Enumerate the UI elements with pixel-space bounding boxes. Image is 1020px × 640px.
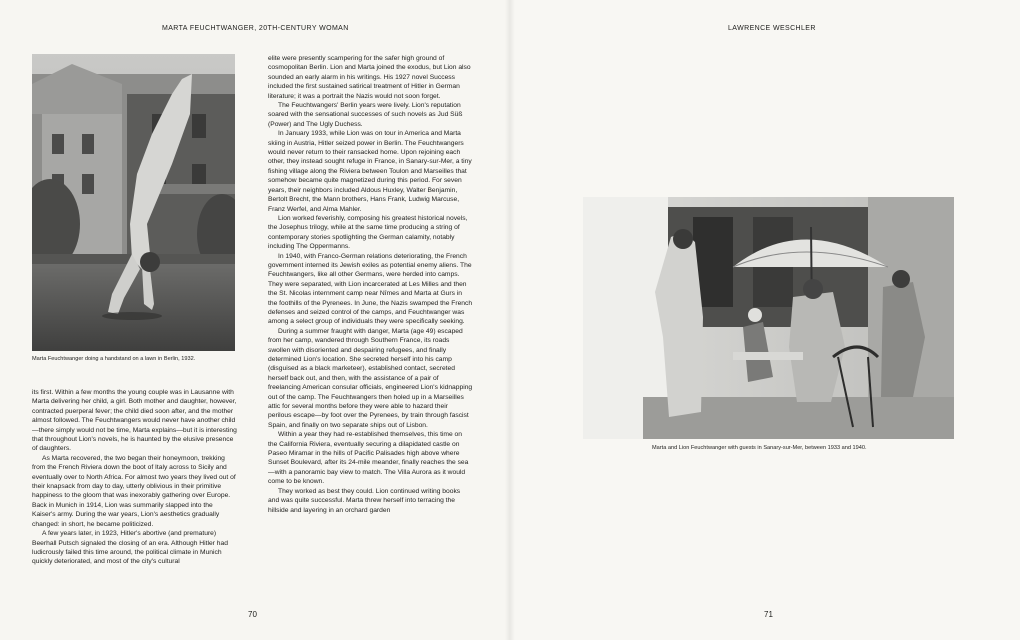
running-head-right: LAWRENCE WESCHLER bbox=[728, 25, 816, 32]
right-page bbox=[510, 0, 1020, 640]
paragraph: its first. Within a few months the young couple was in Lausanne with Marta delivering her child, a girl. Both mother and daughter, however, contracted puerperal fever; the child died soon after, and the mother almost followed. The Feuchtwangers would never have another child—there simply would not be time, Marta explains—but it is interesting that throughout Lion's novels, he is haunted by the elusive presence of daughters. bbox=[32, 389, 237, 453]
handstand-photo bbox=[32, 54, 235, 351]
paragraph: Lion worked feverishly, composing his greatest historical novels, the Josephus trilogy, while at the same time producing a string of contemporary stories spotlighting the German calamity, notably including The Oppermanns. bbox=[268, 214, 468, 251]
handstand-photo-caption: Marta Feuchtwanger doing a handstand on a lawn in Berlin, 1932. bbox=[32, 356, 196, 362]
sanary-photo bbox=[583, 197, 954, 439]
paragraph: A few years later, in 1923, Hitler's abortive (and premature) Beerhall Putsch signaled the closing of an era. Although Hitler had ludicrously failed this time around, the political climate in Munich quickly deteriorated, and most of the city's cultural bbox=[32, 530, 228, 566]
handstand-photo-image bbox=[32, 54, 235, 351]
paragraph: In 1940, with Franco-German relations deteriorating, the French government interned its Jewish exiles as potential enemy aliens. The Feuchtwangers, like all other Germans, were herded into camps. They were separated, with Lion incarcerated at Les Milles and then the St. Nicolas internment camp near Nîmes and Marta at Gurs in the foothills of the Pyrenees. In June, the Nazis swamped the French defenses and seized control of the camps, and Feuchtwanger was among a select group of individuals they were specifically seeking. bbox=[268, 252, 473, 326]
running-head-left: MARTA FEUCHTWANGER, 20TH-CENTURY WOMAN bbox=[162, 25, 349, 32]
paragraph: They worked as best they could. Lion continued writing books and was quite successful. Marta threw herself into terracing the hillside and layering in an orchard garden bbox=[268, 487, 461, 514]
paragraph: In January 1933, while Lion was on tour in America and Marta skiing in Austria, Hitler seized power in Berlin. The Feuchtwangers would never return to their ransacked home. Upon rejoining each other, they instead sought refuge in France, in Sanary-sur-Mer, a tiny fishing village along the Riviera between Toulon and Marseilles that somehow became quite magnetized during this period. For seven years, their neighbors included Aldous Huxley, Walter Benjamin, Bertolt Brecht, the Mann brothers, Hans Frank, Ludwig Marcuse, Franz Werfel, and Alma Mahler. bbox=[268, 130, 472, 213]
text-column-2 bbox=[268, 54, 473, 515]
book-gutter bbox=[505, 0, 515, 640]
sanary-photo-image bbox=[583, 197, 954, 439]
paragraph: elite were presently scampering for the safer high ground of cosmopolitan Berlin. Lion and Marta joined the exodus, but Lion also sounded an early alarm in his writings. His 1927 novel Success included the first sustained satirical treatment of Hitler in German literature; it was a portrait the Nazis would not soon forget. bbox=[268, 55, 471, 100]
page-number-right: 71 bbox=[764, 610, 773, 619]
paragraph: During a summer fraught with danger, Marta (age 49) escaped from her camp, wandered through Southern France, its roads swollen with disoriented and despairing refugees, and finally determined Lion's location. She secreted herself into his camp (disguised as a black marketeer), established contact, secreted herself back out, and then, with the assistance of a pair of freelancing American consular officials, engineered Lion's kidnapping out of the camp. The Feuchtwangers then holed up in a Marseilles attic for several months before they were able to hazard their perilous escape—by foot over the Pyrenees, by train through fascist Spain, and finally on two separate ships out of Lisbon. bbox=[268, 327, 473, 429]
sanary-photo-caption: Marta and Lion Feuchtwanger with guests in Sanary-sur-Mer, between 1933 and 1940. bbox=[652, 445, 867, 451]
paragraph: The Feuchtwangers' Berlin years were lively. Lion's reputation soared with the sensational successes of such novels as Jud Süß (Power) and The Ugly Duchess. bbox=[268, 102, 463, 128]
page-number-left: 70 bbox=[248, 610, 257, 619]
paragraph: As Marta recovered, the two began their honeymoon, trekking from the French Riviera down the boot of Italy across to Sicily and eventually over to North Africa. For almost two years they lived out of their knapsack from day to day, utterly oblivious in their primitive happiness to the gloom that was inexorably gathering over Europe. Back in Munich in 1914, Lion was summarily slapped into the Kaiser's army. During the war years, Lion's aesthetics gradually changed: in short, he became politicized. bbox=[32, 454, 236, 528]
paragraph: Within a year they had re-established themselves, this time on the California Riviera, eventually securing a dilapidated castle on Paseo Miramar in the hills of Pacific Palisades high above where Sunset Boulevard, after its 24-mile meander, finally reaches the sea—with a panoramic bay view to match. The Villa Aurora as it would come to be known. bbox=[268, 431, 469, 486]
text-column-1 bbox=[32, 388, 237, 567]
